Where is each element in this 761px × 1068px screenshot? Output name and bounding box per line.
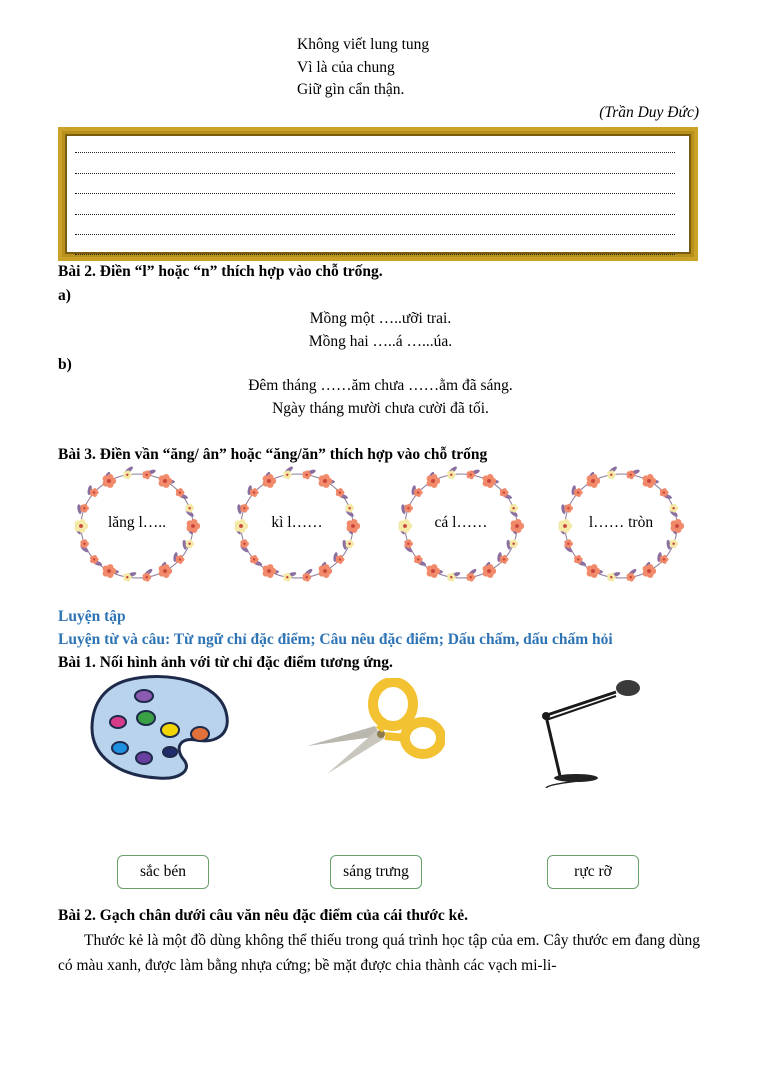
bai2-fill-title: Bài 2. Điền “l” hoặc “n” thích hợp vào chỗ trống.: [58, 263, 383, 280]
bai1-match-title: Bài 1. Nối hình ảnh với từ chỉ đặc điểm tương ứng.: [58, 654, 393, 671]
answer-line-4[interactable]: [75, 214, 675, 215]
poem-line-3: Giữ gìn cẩn thận.: [297, 81, 405, 98]
poem-line-1: Không viết lung tung: [297, 36, 430, 53]
bai2-b-line-1: Đêm tháng ……ăm chưa ……ằm đã sáng.: [248, 377, 513, 394]
palette-icon: [88, 672, 230, 782]
answer-line-2[interactable]: [75, 173, 675, 174]
poem-line-2: Vì là của chung: [297, 59, 395, 76]
flower-wreath-3: [396, 464, 526, 588]
flower-wreath-2: [232, 464, 362, 588]
wreath-label-1: lăng l…..: [107, 514, 167, 531]
answer-line-6[interactable]: [75, 254, 675, 255]
choice-sac-ben[interactable]: sắc bén: [117, 855, 209, 889]
wreath-label-4: l…… tròn: [588, 514, 654, 531]
flower-wreath-4: [556, 464, 686, 588]
answer-line-5[interactable]: [75, 234, 675, 235]
bai2-underline-title: Bài 2. Gạch chân dưới câu văn nêu đặc điểm của cái thước kẻ.: [58, 907, 468, 924]
bai2-a-line-1: Mồng một …..ưỡi trai.: [309, 310, 452, 327]
desk-lamp-icon: [536, 676, 646, 788]
scissors-icon: [305, 678, 445, 778]
bai2-b-line-2: Ngày tháng mười chưa cười đã tối.: [272, 400, 489, 417]
bai2-part-b: b): [58, 356, 72, 373]
luyen-tap-heading: Luyện tập: [58, 608, 126, 625]
wreath-label-3: cá l……: [434, 514, 488, 531]
bai3-title: Bài 3. Điền vần “ăng/ ân” hoặc “ăng/ăn” thích hợp vào chỗ trống: [58, 446, 488, 463]
luyen-tap-subheading: Luyện từ và câu: Từ ngữ chỉ đặc điểm; Câu nêu đặc điểm; Dấu chấm, dấu chấm hỏi: [58, 631, 613, 648]
choice-sang-trung[interactable]: sáng trưng: [330, 855, 422, 889]
bai2-a-line-2: Mồng hai …..á …...úa.: [308, 333, 453, 350]
wreath-label-2: kì l……: [271, 514, 323, 531]
bai2-part-a: a): [58, 287, 71, 304]
answer-line-3[interactable]: [75, 193, 675, 194]
flower-wreath-1: [72, 464, 202, 588]
answer-frame: [58, 127, 698, 261]
choice-ruc-ro[interactable]: rực rỡ: [547, 855, 639, 889]
answer-line-1[interactable]: [75, 152, 675, 153]
bai2-paragraph: Thước kẻ là một đồ dùng không thể thiếu trong quá trình học tập của em. Cây thước em đang dùng có màu xanh, được làm bằng nhựa cứng; bề mặt được chia thành các vạch mi-li-: [58, 932, 700, 974]
poem-author: (Trần Duy Đức): [599, 104, 699, 121]
